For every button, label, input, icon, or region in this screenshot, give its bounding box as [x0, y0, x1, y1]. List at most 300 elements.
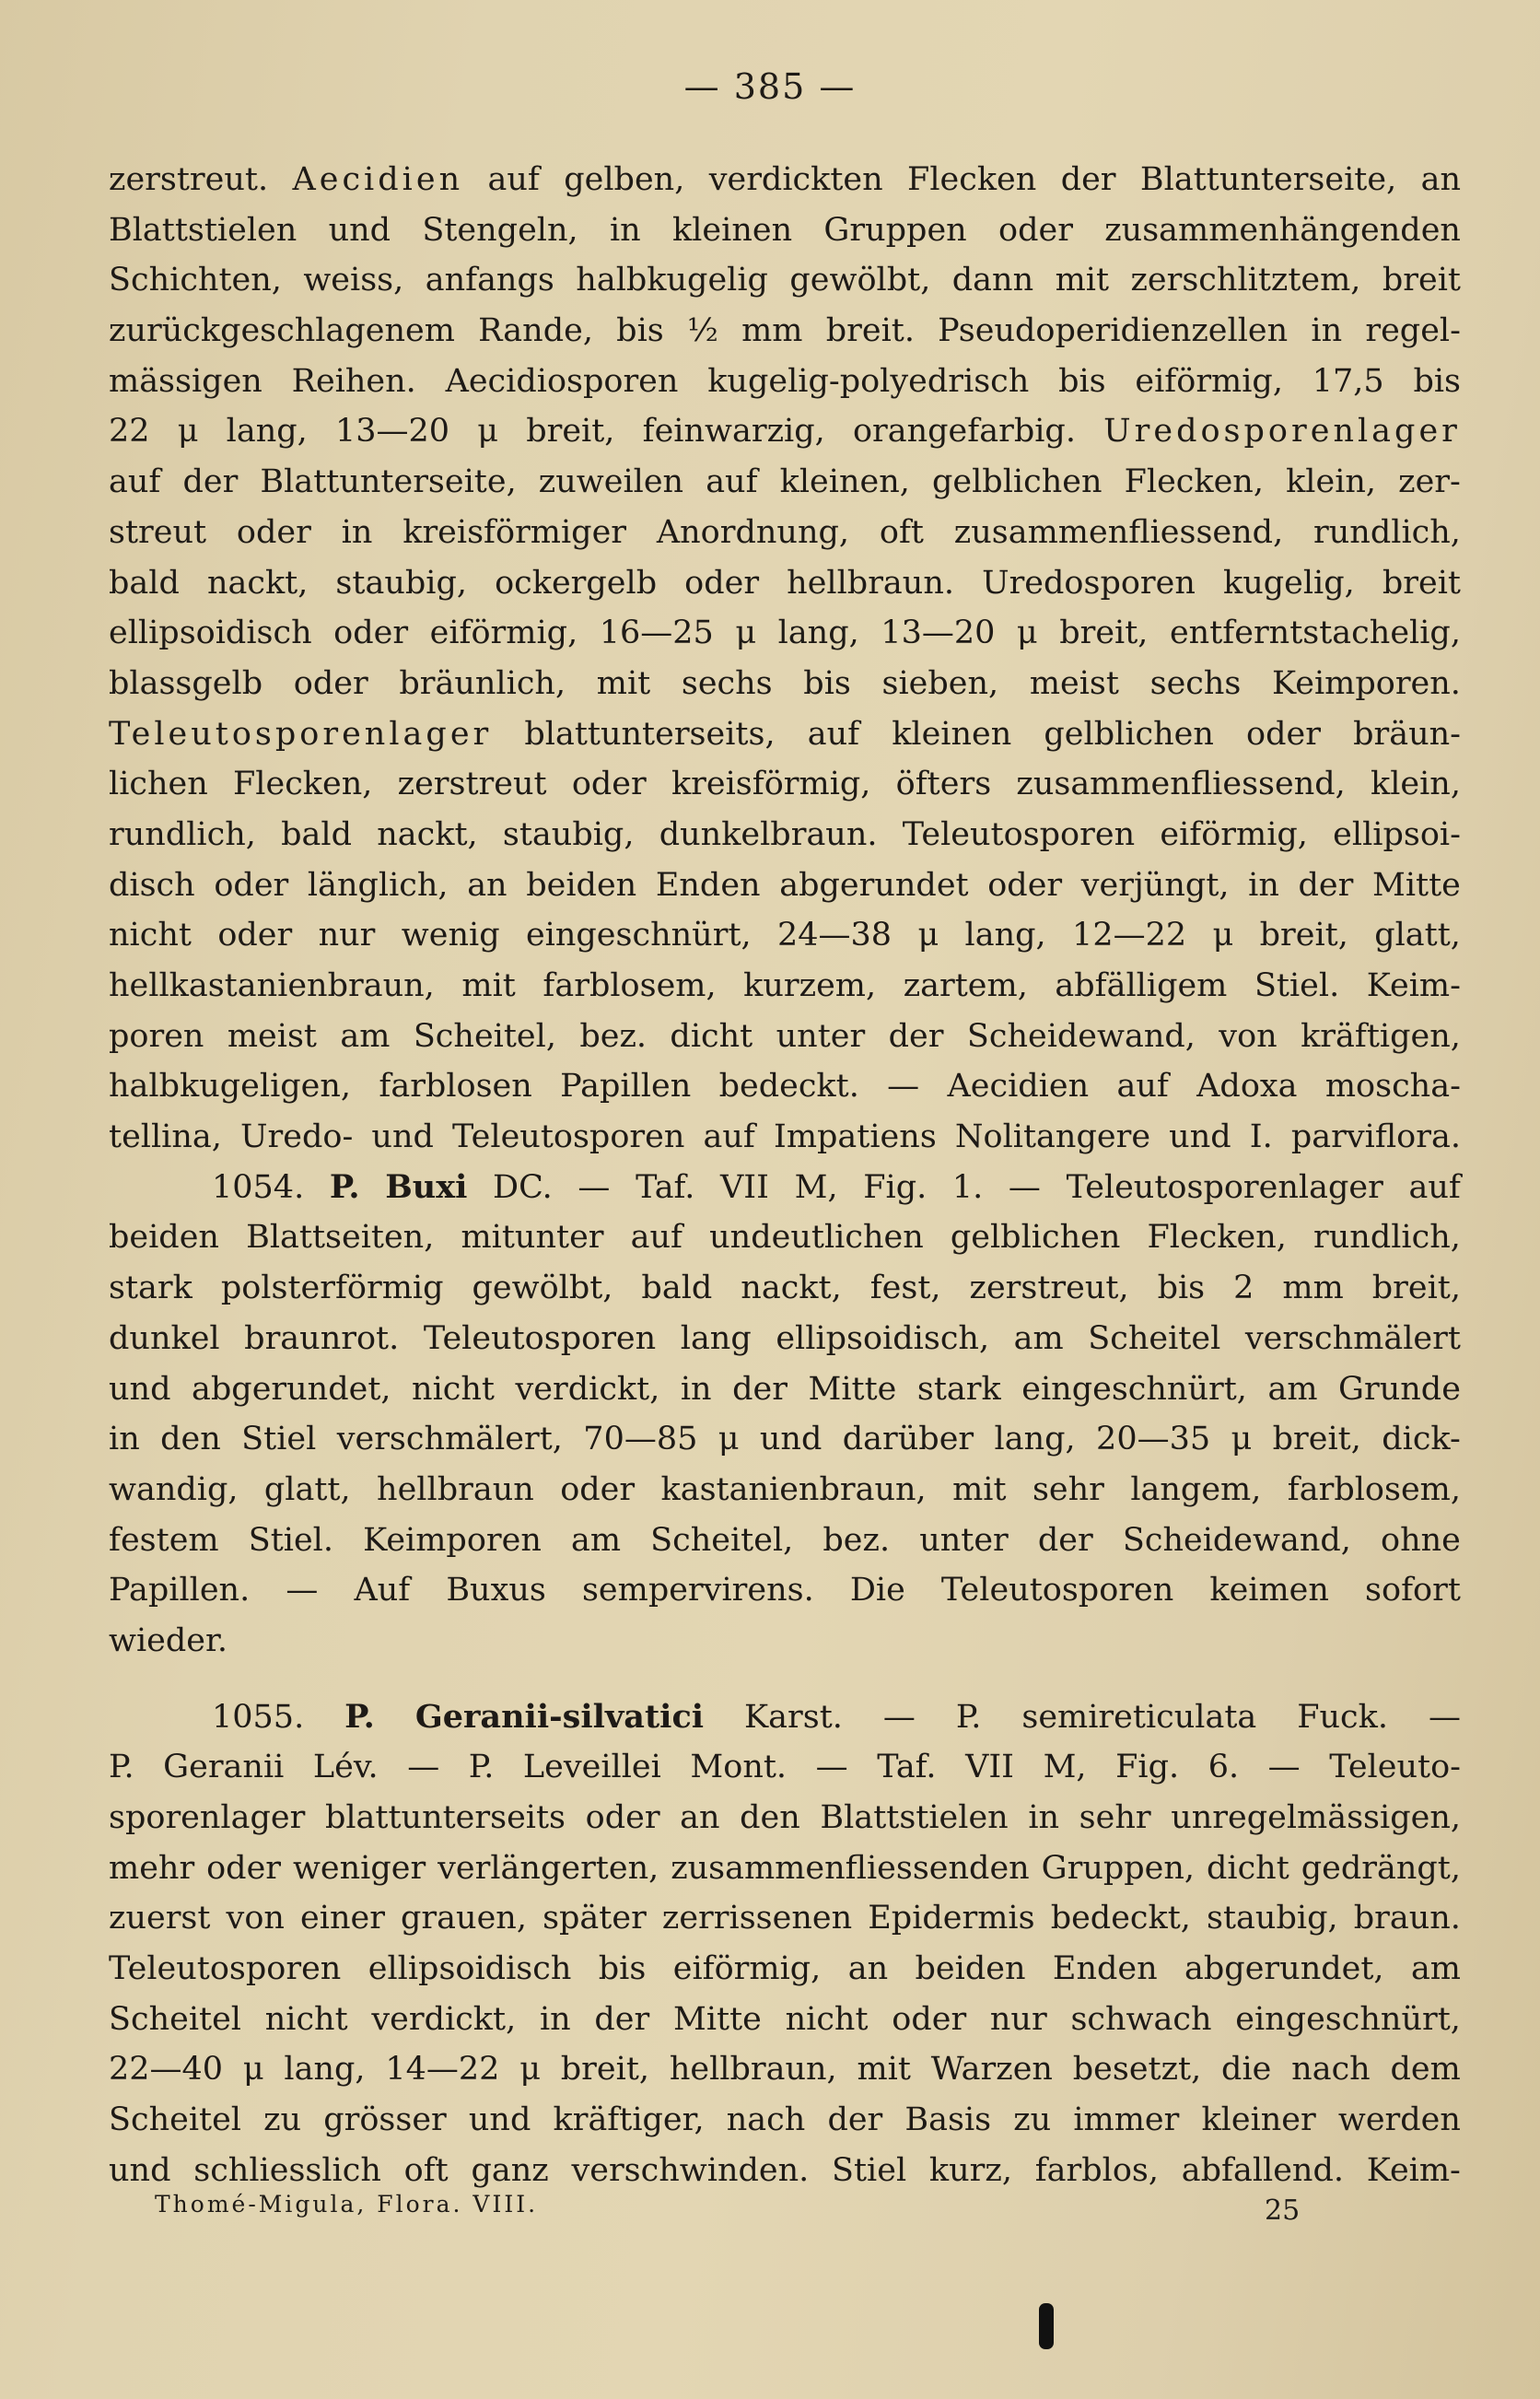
word: hellkastanienbraun,	[109, 967, 435, 1004]
word: mehr	[109, 1849, 195, 1887]
word: oder	[293, 664, 368, 702]
word: Basis	[904, 2101, 992, 2139]
word: verdickt,	[515, 1370, 660, 1408]
text-line	[109, 2095, 1461, 2146]
word: zusammenhängenden	[1104, 211, 1461, 249]
word: oder	[214, 866, 289, 904]
word: und	[109, 1370, 171, 1408]
word: nackt,	[206, 564, 309, 602]
text-line	[109, 1364, 1461, 1415]
word: verlängerten,	[438, 1849, 659, 1887]
text-line	[109, 608, 1461, 659]
word: zerstreut	[397, 766, 547, 803]
word: auf	[807, 715, 860, 753]
word: bis	[616, 312, 664, 350]
word: mit	[857, 2051, 911, 2089]
word: staubig,	[335, 564, 467, 602]
word: Taf.	[877, 1749, 937, 1786]
word: verdickt,	[371, 2000, 517, 2038]
word: 1055.	[212, 1698, 305, 1736]
word: μ	[1231, 1421, 1253, 1458]
word: bez.	[822, 1521, 891, 1559]
word: I.	[1249, 1118, 1273, 1156]
word: Teleutosporenlager	[1066, 1168, 1383, 1206]
word: oder	[236, 513, 311, 551]
word: μ	[1016, 614, 1038, 652]
word: P.	[329, 1167, 360, 1206]
word: gewölbt,	[789, 262, 931, 299]
word: in	[1311, 312, 1343, 350]
word: öfters	[895, 766, 992, 803]
text-line	[109, 1414, 1461, 1465]
word: in	[539, 2000, 571, 2038]
word: unregelmässigen,	[1171, 1799, 1461, 1836]
word: eiförmig,	[672, 1950, 822, 1988]
word: sechs	[1149, 664, 1242, 702]
word: —	[286, 1572, 319, 1609]
word: mässigen	[109, 362, 262, 400]
word: ellipsoidisch,	[776, 1319, 990, 1357]
word: kleinen	[672, 211, 793, 249]
word: mm	[1282, 1270, 1344, 1307]
word: abfallend.	[1181, 2151, 1344, 2189]
word: 14—22	[385, 2051, 500, 2089]
text-line	[109, 759, 1461, 810]
word: Stiel.	[1254, 967, 1340, 1004]
word: der	[594, 2000, 650, 2038]
word: Lév.	[312, 1749, 379, 1786]
word: an	[847, 1950, 889, 1988]
word: wenig	[401, 917, 500, 954]
word: Teleutosporen	[902, 815, 1136, 853]
word: schwach	[1070, 2000, 1212, 2038]
word: mit	[952, 1470, 1007, 1508]
word: mit	[596, 664, 651, 702]
word: Aecidiosporen	[445, 362, 679, 400]
word: nur	[989, 2000, 1047, 2038]
word: dunkel	[109, 1319, 220, 1357]
word: Gruppen,	[1041, 1849, 1196, 1887]
word: farblosem,	[542, 967, 717, 1004]
word: —	[578, 1168, 611, 1206]
word: 16—25	[599, 614, 714, 652]
word: bez.	[579, 1017, 648, 1055]
word: sporenlager	[109, 1799, 306, 1836]
word: Pseudoperidienzellen	[938, 312, 1289, 350]
word: Uredosporen	[982, 564, 1196, 602]
word: 1.	[951, 1168, 984, 1206]
word: wandig,	[109, 1470, 239, 1508]
word: blattunterseits,	[524, 715, 776, 753]
word: braunrot.	[244, 1319, 400, 1357]
text-line	[109, 860, 1461, 911]
word: staubig,	[1207, 1900, 1338, 1937]
word: der	[888, 1017, 944, 1055]
word: blassgelb	[109, 664, 263, 702]
word: Gruppen	[823, 211, 967, 249]
word: poren	[109, 1017, 204, 1055]
word: eiförmig,	[1135, 362, 1283, 400]
word: oder	[684, 564, 760, 602]
word: Mitte	[808, 1370, 897, 1408]
word: mm	[741, 312, 803, 350]
word: DC.	[493, 1168, 553, 1206]
word: glatt,	[1374, 917, 1461, 954]
page-number: — 385 —	[683, 66, 857, 107]
word: eiförmig,	[1160, 815, 1308, 853]
word: nicht	[264, 2000, 348, 2038]
word: weniger	[292, 1849, 426, 1887]
word: Stiel	[241, 1421, 317, 1458]
word: undeutlichen	[709, 1219, 924, 1257]
word: in	[341, 513, 373, 551]
word: halbkugelig	[576, 262, 768, 299]
word: 13—20	[881, 614, 996, 652]
word: Teleutosporen	[452, 1118, 685, 1156]
word: Auf	[354, 1572, 411, 1609]
word: in	[109, 1421, 140, 1458]
word: ½	[686, 312, 718, 350]
word: besetzt,	[1072, 2051, 1202, 2089]
word: den	[740, 1799, 800, 1836]
word: kastanienbraun,	[660, 1470, 927, 1508]
word: Teleutosporen	[940, 1572, 1174, 1609]
word: nackt,	[741, 1270, 842, 1307]
word: bräun-	[1353, 715, 1461, 753]
word: P.	[468, 1749, 495, 1786]
word: Die	[849, 1572, 905, 1609]
word: mit	[461, 967, 516, 1004]
word: breit,	[560, 2051, 650, 2089]
word: Reihen.	[291, 362, 416, 400]
text-line	[109, 1212, 1461, 1263]
word: kleiner	[1201, 2101, 1316, 2139]
word: breit	[1382, 262, 1461, 299]
word: 20—35	[1096, 1421, 1211, 1458]
word: Epidermis	[868, 1900, 1035, 1937]
word: Keim-	[1366, 2151, 1461, 2189]
word: Teleutosporen	[109, 1950, 342, 1988]
word: grösser	[323, 2101, 447, 2139]
word: M,	[794, 1168, 838, 1206]
word: Scheidewand,	[966, 1017, 1196, 1055]
word: zuerst	[109, 1900, 211, 1937]
word: breit,	[1259, 917, 1348, 954]
word: lang,	[226, 413, 308, 451]
word: breit,	[526, 413, 615, 451]
text-line	[109, 910, 1461, 961]
word: oder	[571, 766, 647, 803]
word: sempervirens.	[581, 1572, 814, 1609]
word: oder	[1246, 715, 1321, 753]
word: bald	[641, 1270, 713, 1307]
word: μ	[718, 1421, 740, 1458]
text-line	[109, 1793, 1461, 1843]
word: breit,	[1371, 1270, 1461, 1307]
word: abgerundet,	[1184, 1950, 1384, 1988]
word: sofort	[1365, 1572, 1461, 1609]
word: oder	[585, 1799, 660, 1836]
word: 70—85	[583, 1421, 698, 1458]
word: Aecidien	[947, 1068, 1090, 1106]
word: abgerundet,	[192, 1370, 391, 1408]
word: sehr	[1032, 1470, 1104, 1508]
word: stark	[916, 1370, 1001, 1408]
ink-mark	[1039, 2303, 1054, 2349]
word: bräunlich,	[399, 664, 566, 702]
word: Stiel	[832, 2151, 907, 2189]
word: klein,	[1371, 766, 1461, 803]
word: oder	[892, 2000, 967, 2038]
word: und	[328, 211, 391, 249]
word: Schichten,	[109, 262, 282, 299]
word: Enden	[655, 866, 761, 904]
word: verschwinden.	[571, 2151, 810, 2189]
word: kugelig-polyedrisch	[707, 362, 1030, 400]
word: dick-	[1382, 1421, 1461, 1458]
word: Rande,	[478, 312, 593, 350]
word: Mitte	[1372, 866, 1461, 904]
word: Uredosporenlager	[1103, 413, 1461, 451]
word: nicht	[412, 1370, 495, 1408]
word: parviflora.	[1290, 1118, 1461, 1156]
word: gelblichen	[950, 1219, 1121, 1257]
word: grauen,	[401, 1900, 527, 1937]
word: lang,	[994, 1421, 1076, 1458]
word: Stiel.	[248, 1521, 333, 1559]
word: Geranii	[163, 1749, 285, 1786]
word: zusammenfliessend,	[953, 513, 1284, 551]
text-line	[109, 1616, 1461, 1667]
word: der	[827, 2101, 883, 2139]
word: von	[1219, 1017, 1278, 1055]
word: in	[609, 211, 641, 249]
word: —	[1428, 1698, 1461, 1736]
word: P.	[955, 1698, 982, 1736]
word: zu	[263, 2101, 302, 2139]
word: Grunde	[1338, 1370, 1461, 1408]
word: breit,	[1272, 1421, 1361, 1458]
word: gewölbt,	[472, 1270, 613, 1307]
word: gedrängt,	[1301, 1849, 1461, 1887]
word: bis	[1058, 362, 1106, 400]
word: Stengeln,	[422, 211, 578, 249]
word: VII	[965, 1749, 1015, 1786]
word: —	[1267, 1749, 1301, 1786]
word: eingeschnürt,	[1235, 2000, 1461, 2038]
word: und	[759, 1421, 822, 1458]
word: ellipsoi-	[1333, 815, 1461, 853]
word: unter	[776, 1017, 866, 1055]
word: eingeschnürt,	[1021, 1370, 1247, 1408]
word: Fuck.	[1297, 1698, 1388, 1736]
word: Impatiens	[774, 1118, 937, 1156]
word: —	[407, 1749, 440, 1786]
word: Scheidewand,	[1122, 1521, 1351, 1559]
word: M,	[1043, 1749, 1087, 1786]
word: oft	[879, 513, 924, 551]
word: 1054.	[212, 1168, 305, 1206]
word: in	[1028, 1799, 1060, 1836]
word: 17,5	[1312, 362, 1384, 400]
word: Scheitel	[109, 2000, 241, 2038]
word: farblos,	[1034, 2151, 1159, 2189]
word: Blattseiten,	[246, 1219, 435, 1257]
word: rundlich,	[109, 815, 256, 853]
word: der	[182, 463, 239, 501]
word: Buxus	[446, 1572, 546, 1609]
word: der	[732, 1370, 788, 1408]
word: dann	[951, 262, 1034, 299]
footer-signature: Thomé-Migula, Flora. VIII.	[155, 2191, 539, 2218]
word: am	[1410, 1950, 1461, 1988]
word: und	[1169, 1118, 1231, 1156]
word: Flecken,	[233, 766, 373, 803]
word: weiss,	[303, 262, 404, 299]
word: an	[680, 1799, 720, 1836]
text-line	[109, 306, 1461, 357]
word: die	[1221, 2051, 1272, 2089]
word: gelben,	[564, 161, 685, 198]
word: lichen	[109, 766, 208, 803]
word: μ	[917, 917, 939, 954]
word: 6.	[1208, 1749, 1240, 1786]
word: abgerundet	[779, 866, 969, 904]
word: breit.	[825, 312, 915, 350]
word: regel-	[1365, 312, 1461, 350]
word: den	[160, 1421, 221, 1458]
word: an	[467, 866, 508, 904]
word: Flecken	[907, 161, 1037, 198]
word: hellbraun	[377, 1470, 534, 1508]
word: lang,	[284, 2051, 366, 2089]
text-line	[109, 255, 1461, 306]
word: darüber	[842, 1421, 974, 1458]
paragraph-gap	[109, 1667, 1461, 1692]
word: Keimporen	[363, 1521, 542, 1559]
text-line	[109, 1515, 1461, 1566]
word: Adoxa	[1196, 1068, 1298, 1106]
word: Geranii-silvatici	[414, 1697, 705, 1736]
word: gelblichen	[1044, 715, 1214, 753]
text-line	[109, 1112, 1461, 1163]
word: am	[570, 1521, 622, 1559]
word: zuweilen	[538, 463, 684, 501]
text-line	[109, 2146, 1461, 2196]
word: zusammenfliessenden	[671, 1849, 1030, 1887]
word: oft	[403, 2151, 449, 2189]
word: Uredo-	[240, 1118, 354, 1156]
word: tellina,	[109, 1118, 222, 1156]
word: der	[1298, 866, 1354, 904]
word: Papillen	[560, 1068, 692, 1106]
text-line	[109, 659, 1461, 709]
text-line	[109, 1012, 1461, 1062]
word: Flecken,	[1124, 463, 1264, 501]
text-line	[109, 1061, 1461, 1112]
word: ellipsoidisch	[368, 1950, 572, 1988]
word: ganz	[471, 2151, 549, 2189]
word: bald	[281, 815, 352, 853]
word: streut	[109, 513, 207, 551]
text-line	[109, 810, 1461, 860]
word: nackt,	[377, 815, 478, 853]
word: ockergelb	[495, 564, 658, 602]
word: —	[1008, 1168, 1041, 1206]
word: zerschlitztem,	[1130, 262, 1361, 299]
word: Mont.	[690, 1749, 788, 1786]
text-line	[109, 961, 1461, 1012]
word: nicht	[109, 917, 192, 954]
word: P.	[344, 1697, 375, 1736]
word: bis	[803, 664, 851, 702]
main-text	[109, 155, 1461, 2196]
word: Warzen	[930, 2051, 1053, 2089]
word: —	[815, 1749, 848, 1786]
word: eingeschnürt,	[525, 917, 752, 954]
word: ellipsoidisch	[109, 614, 312, 652]
word: Scheitel	[109, 2101, 241, 2139]
word: feinwarzig,	[642, 413, 825, 451]
word: Blattstielen	[109, 211, 298, 249]
word: verschmälert,	[336, 1421, 563, 1458]
word: langem,	[1130, 1470, 1262, 1508]
word: sechs	[681, 664, 773, 702]
word: Mitte	[672, 2000, 762, 2038]
word: Scheitel,	[413, 1017, 556, 1055]
word: farblosem,	[1287, 1470, 1461, 1508]
word: schliesslich	[193, 2151, 381, 2189]
word: oder	[206, 1849, 282, 1887]
word: dem	[1390, 2051, 1461, 2089]
text-line	[109, 205, 1461, 256]
word: —	[882, 1698, 916, 1736]
word: beiden	[915, 1950, 1026, 1988]
word: kräftiger,	[553, 2101, 705, 2139]
word: semireticulata	[1021, 1698, 1257, 1736]
text-line	[109, 1995, 1461, 2045]
word: Blattunterseite,	[1139, 161, 1397, 198]
word: glatt,	[263, 1470, 351, 1508]
word: verschmälert	[1244, 1319, 1461, 1357]
text-line	[109, 406, 1461, 457]
word: Karst.	[744, 1698, 843, 1736]
word: mit	[1055, 262, 1110, 299]
text-line	[109, 1465, 1461, 1515]
word: zerrissenen	[661, 1900, 853, 1937]
word: μ	[735, 614, 757, 652]
word: werden	[1337, 2101, 1461, 2139]
word: 13—20	[335, 413, 450, 451]
word: Blattunterseite,	[260, 463, 517, 501]
word: anfangs	[425, 262, 554, 299]
word: immer	[1073, 2101, 1180, 2139]
word: Fig.	[863, 1168, 928, 1206]
word: Enden	[1052, 1950, 1158, 1988]
word: halbkugeligen,	[109, 1068, 352, 1106]
word: an	[1420, 161, 1461, 198]
word: zerstreut,	[969, 1270, 1129, 1307]
word: Taf.	[636, 1168, 695, 1206]
text-line	[109, 1263, 1461, 1314]
word: beiden	[526, 866, 637, 904]
word: breit	[1382, 564, 1461, 602]
text-line	[109, 1944, 1461, 1995]
text-line	[109, 2044, 1461, 2095]
word: nach	[1291, 2051, 1371, 2089]
word: Aecidien	[292, 161, 464, 198]
word: sieben,	[881, 664, 999, 702]
